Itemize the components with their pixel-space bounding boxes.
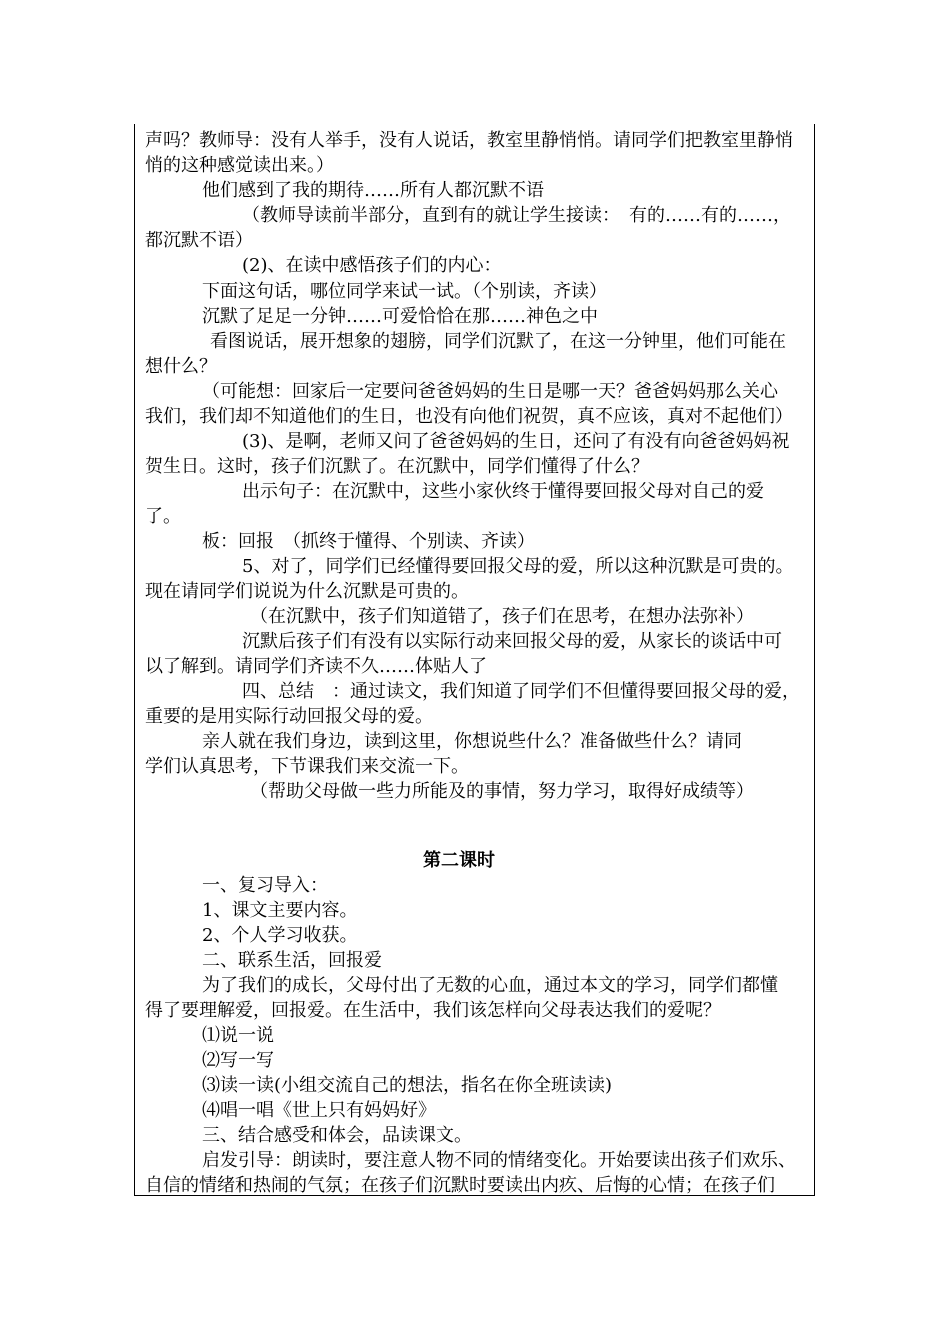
text-line: 下面这句话，哪位同学来试一试。（个别读，齐读） xyxy=(202,281,607,302)
text-line: （教师导读前半部分，直到有的就让学生接读： 有的……有的……， xyxy=(242,205,791,226)
text-line: 四、总结 ：通过读文，我们知道了同学们不但懂得要回报父母的爱， xyxy=(242,681,800,702)
text-line: (3)、是啊，老师又问了爸爸妈妈的生日，还问了有没有向爸爸妈妈祝 xyxy=(242,431,790,452)
text-line: （帮助父母做一些力所能及的事情，努力学习，取得好成绩等） xyxy=(250,781,754,802)
text-line: 都沉默不语） xyxy=(145,230,253,251)
text-line: 启发引导：朗读时，要注意人物不同的情绪变化。开始要读出孩子们欢乐、 xyxy=(202,1150,796,1171)
text-line: 了。 xyxy=(145,506,181,527)
text-line: （在沉默中，孩子们知道错了，孩子们在思考，在想办法弥补） xyxy=(250,606,754,627)
text-line: ⑴说一说 xyxy=(202,1025,274,1046)
text-line: 我们，我们却不知道他们的生日，也没有向他们祝贺，真不应该，真对不起他们） xyxy=(145,406,793,427)
text-line: ⑶读一读(小组交流自己的想法，指名在你全班读读) xyxy=(202,1075,613,1096)
text-line: 板：回报 （抓终于懂得、个别读、齐读） xyxy=(202,531,535,552)
text-line: 5、对了，同学们已经懂得要回报父母的爱，所以这种沉默是可贵的。 xyxy=(242,556,794,577)
text-line: 想什么？ xyxy=(145,356,217,377)
text-line: （可能想：回家后一定要问爸爸妈妈的生日是哪一天？爸爸妈妈那么关心 xyxy=(202,381,778,402)
text-line: 沉默了足足一分钟……可爱恰恰在那……神色之中 xyxy=(202,306,598,327)
text-line: 2、个人学习收获。 xyxy=(202,925,358,946)
text-line: 悄的这种感觉读出来。） xyxy=(145,155,334,176)
text-line: 贺生日。这时，孩子们沉默了。在沉默中，同学们懂得了什么？ xyxy=(145,456,649,477)
text-line: 出示句子：在沉默中，这些小家伙终于懂得要回报父母对自己的爱 xyxy=(242,481,764,502)
text-line: 以了解到。请同学们齐读不久……体贴人了 xyxy=(145,656,487,677)
text-line: 看图说话，展开想象的翅膀，同学们沉默了，在这一分钟里，他们可能在 xyxy=(210,331,786,352)
text-line: 三、结合感受和体会，品读课文。 xyxy=(202,1125,472,1146)
text-line: 1、课文主要内容。 xyxy=(202,900,358,921)
text-line: (2)、在读中感悟孩子们的内心： xyxy=(242,255,502,276)
text-line: 他们感到了我的期待……所有人都沉默不语 xyxy=(202,180,544,201)
text-line: 为了我们的成长，父母付出了无数的心血，通过本文的学习，同学们都懂 xyxy=(202,975,778,996)
text-line: 学们认真思考，下节课我们来交流一下。 xyxy=(145,756,469,777)
section-heading: 第二课时 xyxy=(423,850,495,871)
text-line: 声吗？教师导：没有人举手，没有人说话，教室里静悄悄。请同学们把教室里静悄 xyxy=(145,130,793,151)
text-line: 得了要理解爱，回报爱。在生活中，我们该怎样向父母表达我们的爱呢？ xyxy=(145,1000,721,1021)
text-line: 重要的是用实际行动回报父母的爱。 xyxy=(145,706,433,727)
text-line: 自信的情绪和热闹的气氛；在孩子们沉默时要读出内疚、后悔的心情；在孩子们 xyxy=(145,1175,775,1196)
text-line: 亲人就在我们身边，读到这里，你想说些什么？准备做些什么？请同 xyxy=(202,731,742,752)
text-line: 现在请同学们说说为什么沉默是可贵的。 xyxy=(145,581,469,602)
text-line: ⑵写一写 xyxy=(202,1050,274,1071)
text-line: ⑷唱一唱《世上只有妈妈好》 xyxy=(202,1100,436,1121)
text-line: 二、联系生活，回报爱 xyxy=(202,950,382,971)
text-line: 一、复习导入： xyxy=(202,875,328,896)
text-line: 沉默后孩子们有没有以实际行动来回报父母的爱，从家长的谈话中可 xyxy=(242,631,782,652)
